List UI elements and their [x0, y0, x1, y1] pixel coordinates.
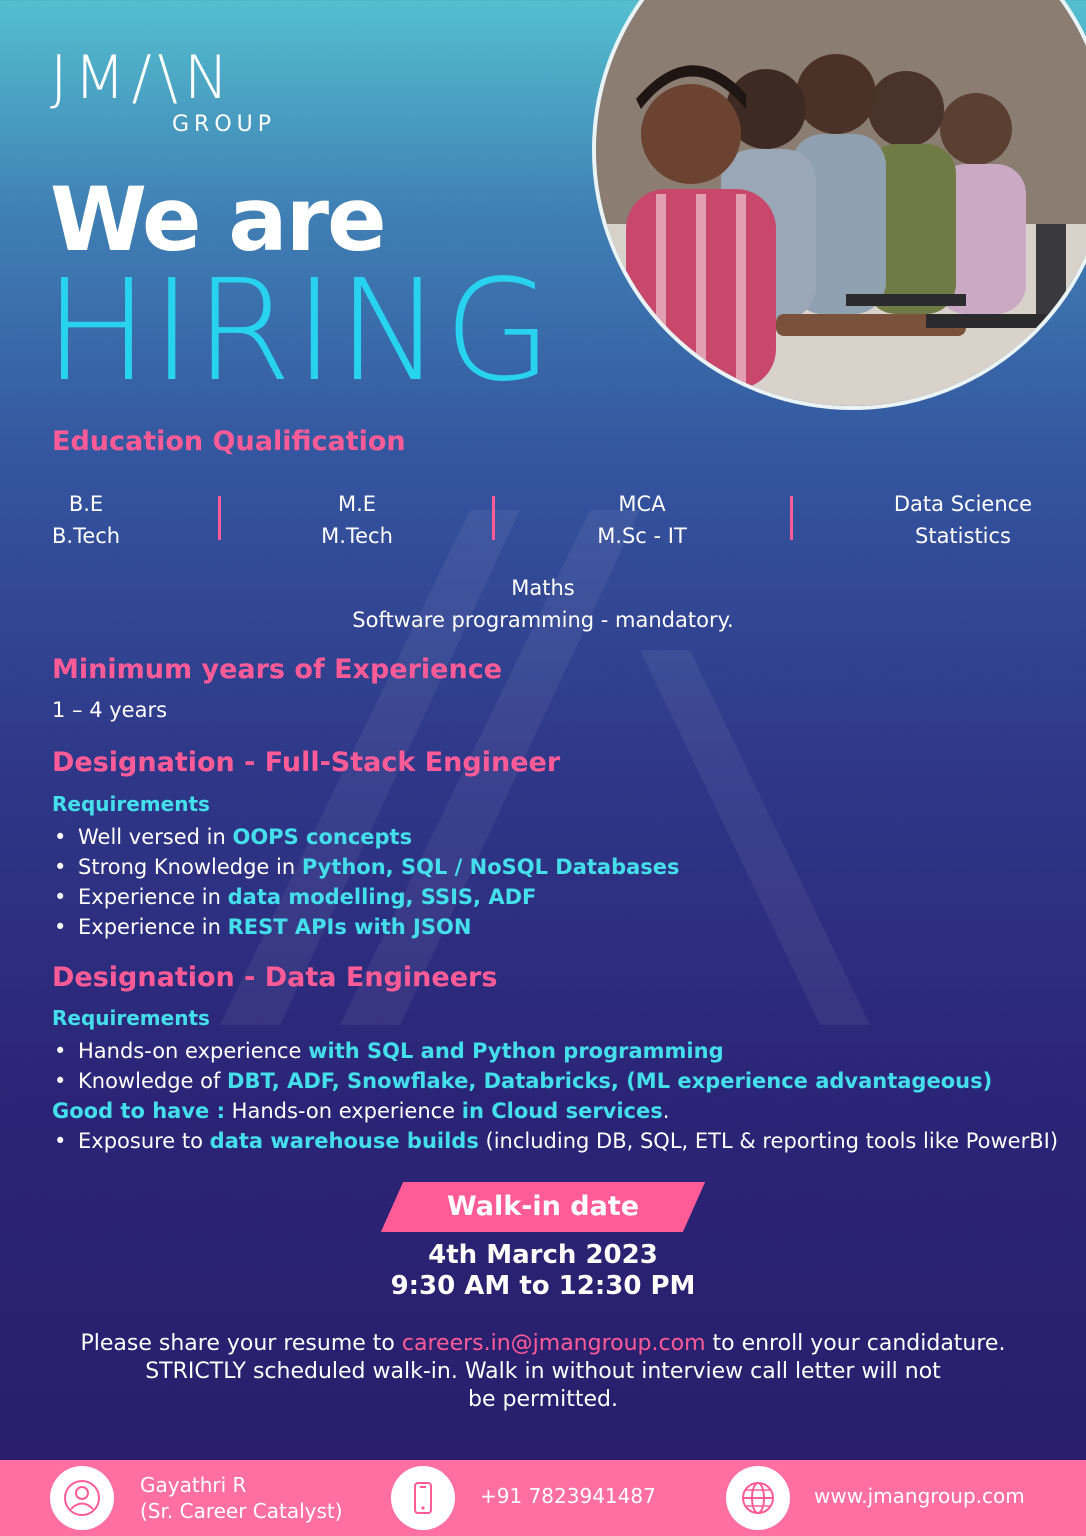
divider	[218, 496, 221, 540]
fullstack-req-label: Requirements	[52, 792, 210, 816]
contact-name: Gayathri R	[140, 1473, 247, 1497]
experience-value: 1 – 4 years	[52, 698, 168, 722]
contact-phone[interactable]: +91 7823941487	[480, 1484, 656, 1508]
dataeng-extra-list	[52, 1126, 1058, 1156]
edu-extra-line2: Software programming - mandatory.	[352, 608, 734, 632]
brand-logo	[50, 43, 300, 138]
divider	[492, 496, 495, 540]
education-title: Education Qualification	[52, 426, 406, 457]
brand-name: JM/\N	[50, 43, 235, 113]
edu-col-1-line1: B.E	[68, 492, 104, 516]
walkin-details	[0, 1240, 1086, 1302]
edu-col-2-line1: M.E	[337, 492, 377, 516]
edu-col-3-line1: MCA	[618, 492, 666, 516]
email-link[interactable]: careers.in@jmangroup.com	[401, 1331, 706, 1356]
headline-line1: We are	[50, 168, 385, 271]
dataeng-title: Designation - Data Engineers	[52, 962, 498, 993]
fullstack-req-list	[52, 822, 680, 942]
edu-col-1	[52, 488, 120, 552]
people-at-laptops-illustration	[596, 0, 1086, 410]
edu-col-3-line2: M.Sc - IT	[597, 524, 687, 548]
edu-col-4-line1: Data Science	[893, 492, 1033, 516]
good-to-have: Good to have : Hands-on experience in Cloud services.	[52, 1099, 670, 1123]
list-item: • Well versed in OOPS concepts	[52, 822, 680, 852]
application-note: Please share your resume to careers.in@jmangroup.com to enroll your candidature. STRICTLY scheduled walk-in. Walk in without interview call letter will not be permitted.	[80, 1331, 1006, 1412]
edu-col-3	[578, 488, 706, 552]
list-item: • Strong Knowledge in Python, SQL / NoSQL Databases	[52, 852, 680, 882]
edu-col-4	[884, 488, 1042, 552]
fullstack-title: Designation - Full-Stack Engineer	[52, 747, 561, 778]
phone-icon	[391, 1466, 455, 1530]
walkin-time: 9:30 AM to 12:30 PM	[390, 1271, 696, 1301]
list-item: • Knowledge of DBT, ADF, Snowflake, Databricks, (ML experience advantageous)	[52, 1066, 992, 1096]
walkin-date: 4th March 2023	[428, 1240, 658, 1270]
contact-website[interactable]: www.jmangroup.com	[814, 1484, 1025, 1508]
list-item: • Experience in REST APIs with JSON	[52, 912, 680, 942]
edu-extra	[0, 572, 1086, 636]
edu-col-2	[306, 488, 408, 552]
headline-hiring: HIRING	[44, 250, 555, 413]
walkin-label: Walk-in date	[446, 1191, 640, 1222]
dataeng-req-list	[52, 1036, 992, 1096]
list-item: • Exposure to data warehouse builds (including DB, SQL, ETL & reporting tools like PowerBI)	[52, 1126, 1058, 1156]
brand-group: GROUP	[172, 112, 277, 137]
edu-extra-line1: Maths	[511, 576, 575, 600]
contact-person	[140, 1472, 343, 1524]
edu-col-2-line2: M.Tech	[321, 524, 393, 548]
divider	[790, 496, 793, 540]
list-item: • Experience in data modelling, SSIS, ADF	[52, 882, 680, 912]
edu-col-1-line2: B.Tech	[52, 524, 121, 548]
person-icon	[50, 1466, 114, 1530]
team-photo	[592, 0, 1086, 410]
list-item: • Hands-on experience with SQL and Python programming	[52, 1036, 992, 1066]
globe-icon	[726, 1466, 790, 1530]
edu-col-4-line2: Statistics	[915, 524, 1011, 548]
experience-title: Minimum years of Experience	[52, 654, 503, 685]
contact-role: (Sr. Career Catalyst)	[140, 1499, 343, 1523]
dataeng-req-label: Requirements	[52, 1006, 210, 1030]
